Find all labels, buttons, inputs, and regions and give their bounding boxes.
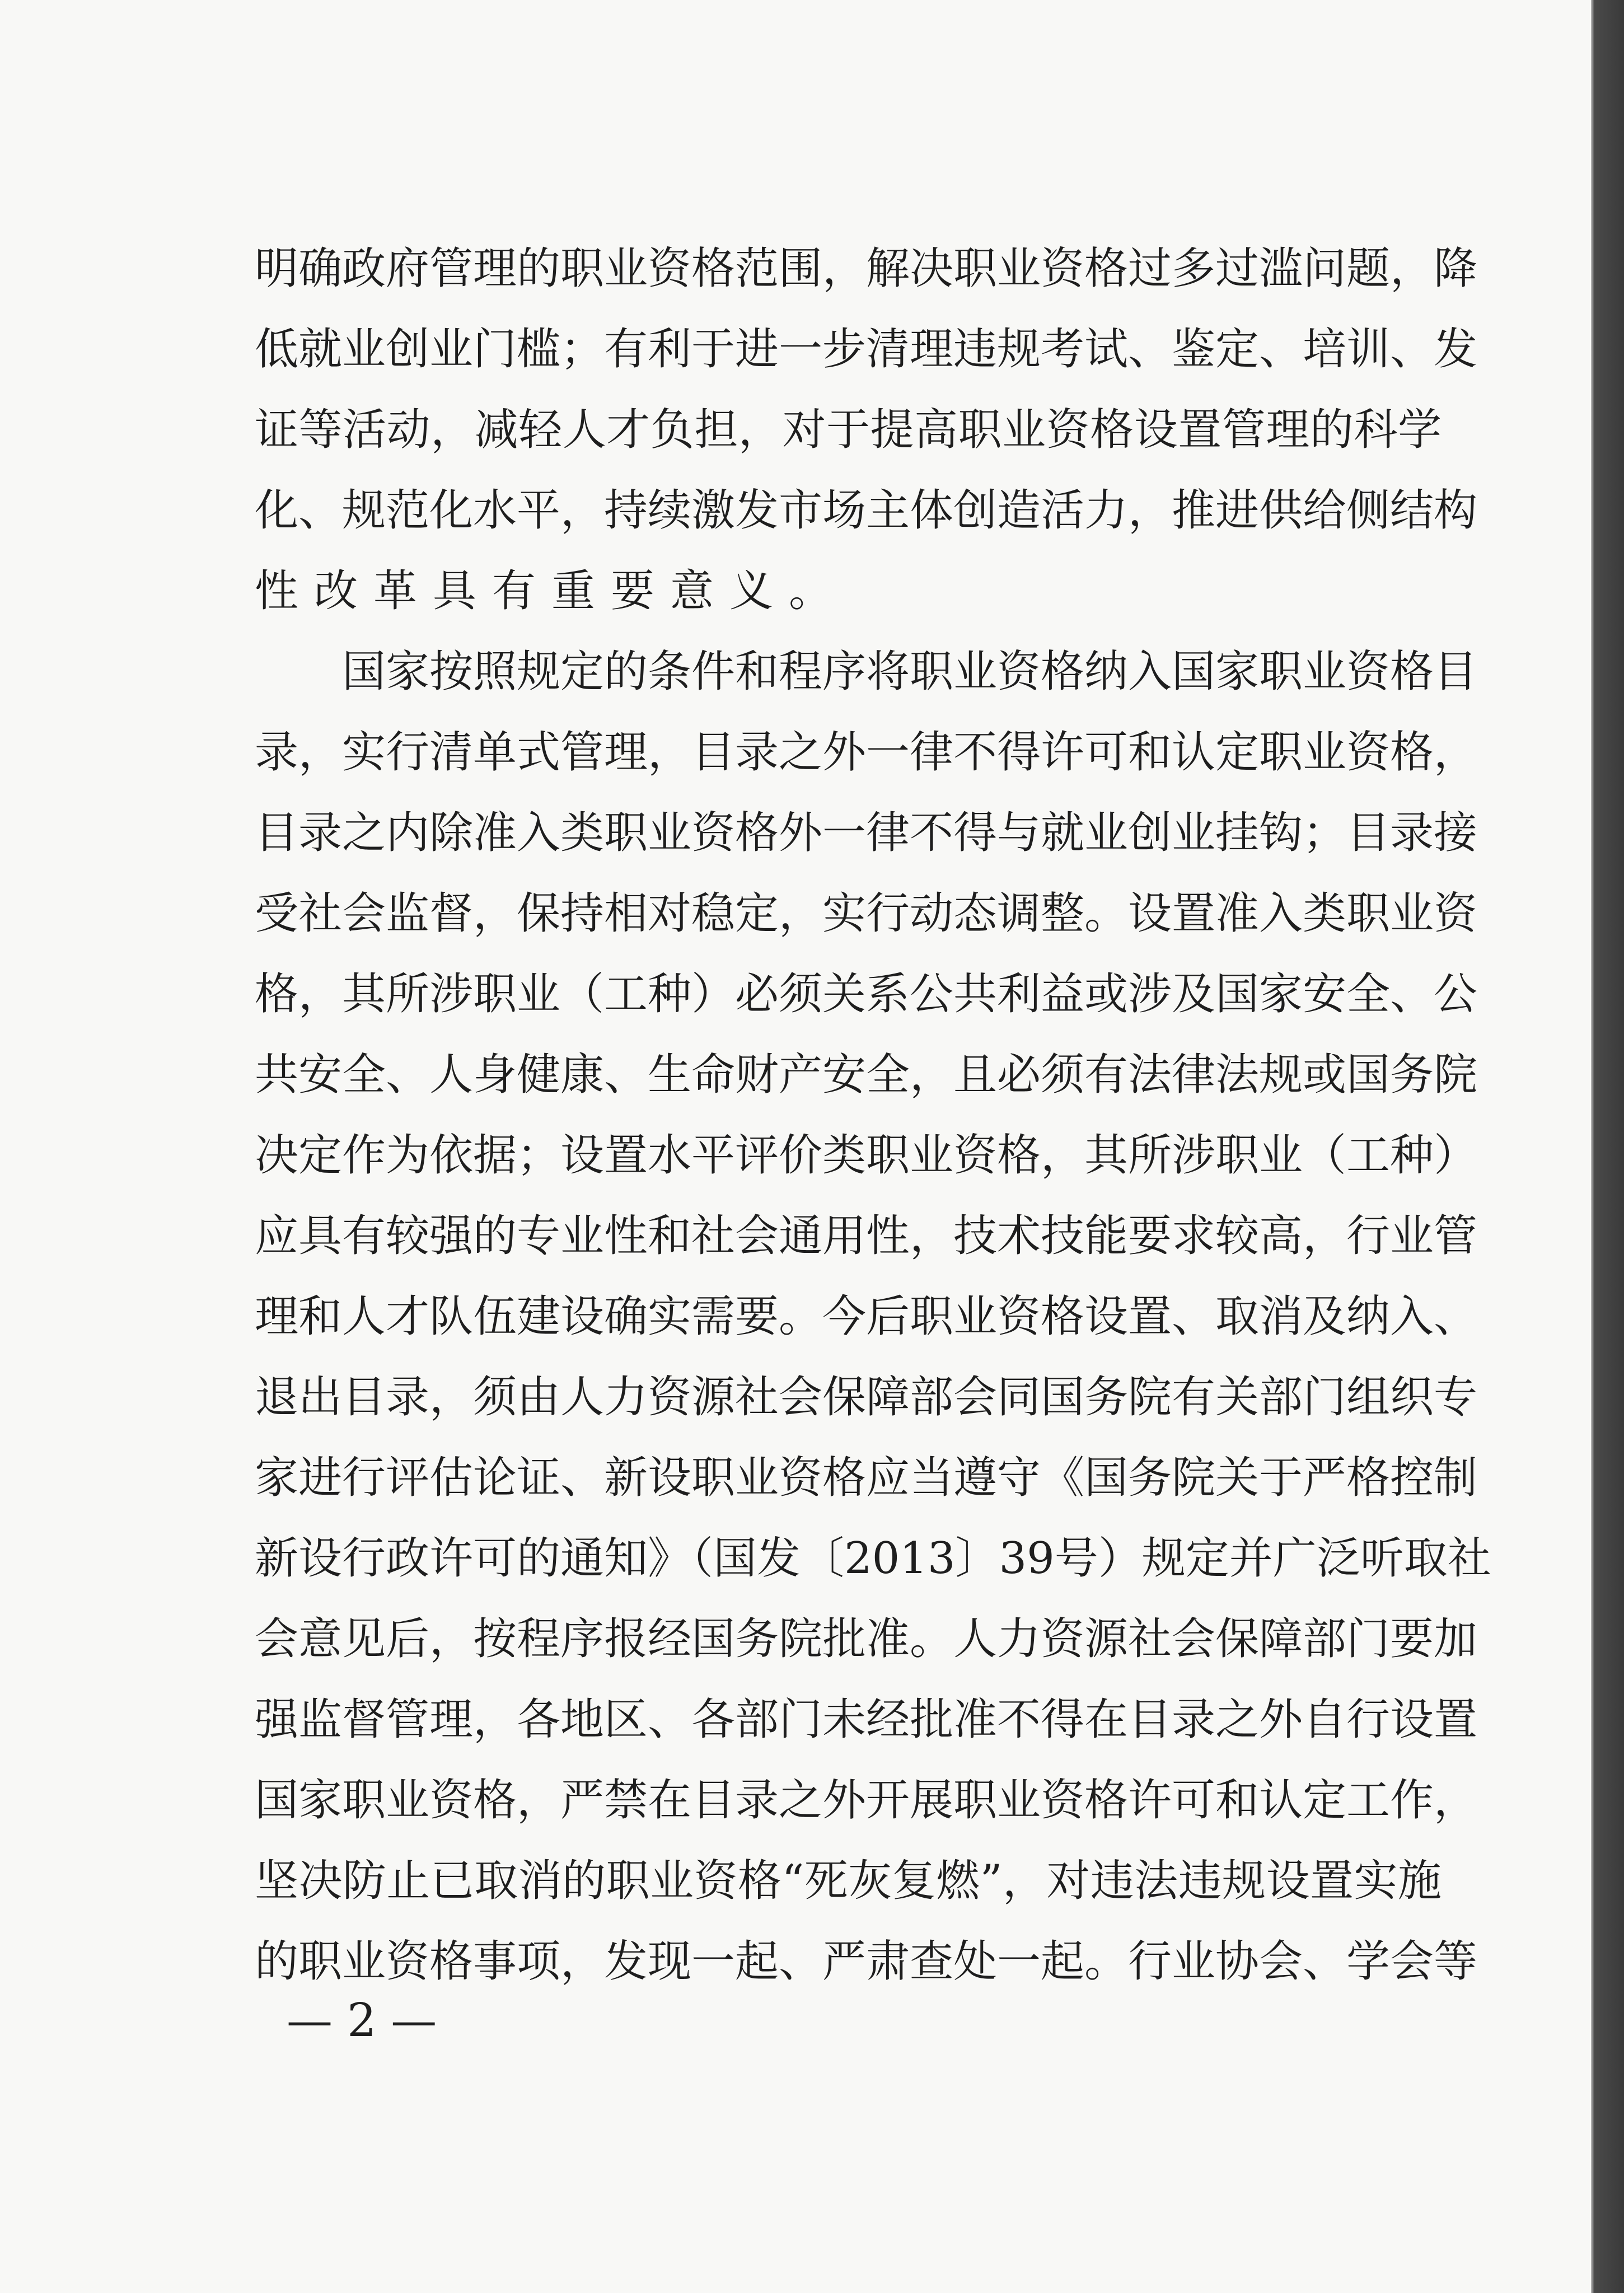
text-line: 国家职业资格，严禁在目录之外开展职业资格许可和认定工作， (255, 1775, 1478, 1826)
text-line: 低就业创业门槛；有利于进一步清理违规考试、鉴定、培训、发 (255, 324, 1478, 375)
text-line: 应具有较强的专业性和社会通用性，技术技能要求较高，行业管 (255, 1211, 1478, 1261)
text-line: 国家按照规定的条件和程序将职业资格纳入国家职业资格目 (255, 647, 1478, 697)
text-line: 共安全、人身健康、生命财产安全，且必须有法律法规或国务院 (255, 1050, 1478, 1100)
scan-edge (1591, 0, 1624, 2293)
text-line: 退出目录，须由人力资源社会保障部会同国务院有关部门组织专 (255, 1372, 1478, 1422)
text-line: 受社会监督，保持相对稳定，实行动态调整。设置准入类职业资 (255, 888, 1478, 939)
text-line: 会意见后，按程序报经国务院批准。人力资源社会保障部门要加 (255, 1614, 1478, 1664)
text-line: 新设行政许可的通知》（国发〔2013〕39号）规定并广泛听取社 (255, 1533, 1491, 1584)
text-line: 证等活动，减轻人才负担，对于提高职业资格设置管理的科学 (255, 405, 1442, 455)
text-line: 格，其所涉职业（工种）必须关系公共利益或涉及国家安全、公 (255, 969, 1478, 1019)
text-line: 目录之内除准入类职业资格外一律不得与就业创业挂钩；目录接 (255, 808, 1478, 858)
text-line: 明确政府管理的职业资格范围，解决职业资格过多过滥问题，降 (255, 244, 1478, 294)
text-line: 决定作为依据；设置水平评价类职业资格，其所涉职业（工种） (255, 1130, 1478, 1181)
text-line: 强监督管理，各地区、各部门未经批准不得在目录之外自行设置 (255, 1695, 1478, 1745)
text-line: 录，实行清单式管理，目录之外一律不得许可和认定职业资格， (255, 727, 1478, 778)
text-line: 家进行评估论证、新设职业资格应当遵守《国务院关于严格控制 (255, 1453, 1478, 1503)
text-line: 性改革具有重要意义。 (255, 566, 849, 616)
text-line: 坚决防止已取消的职业资格“死灰复燃”，对违法违规设置实施 (255, 1856, 1442, 1906)
text-line: 化、规范化水平，持续激发市场主体创造活力，推进供给侧结构 (255, 485, 1478, 536)
text-line: 的职业资格事项，发现一起、严肃查处一起。行业协会、学会等 (255, 1936, 1478, 1987)
body-text (255, 228, 1491, 2002)
text-line: 理和人才队伍建设确实需要。今后职业资格设置、取消及纳入、 (255, 1291, 1478, 1342)
page-number: — 2 — (287, 1994, 437, 2047)
